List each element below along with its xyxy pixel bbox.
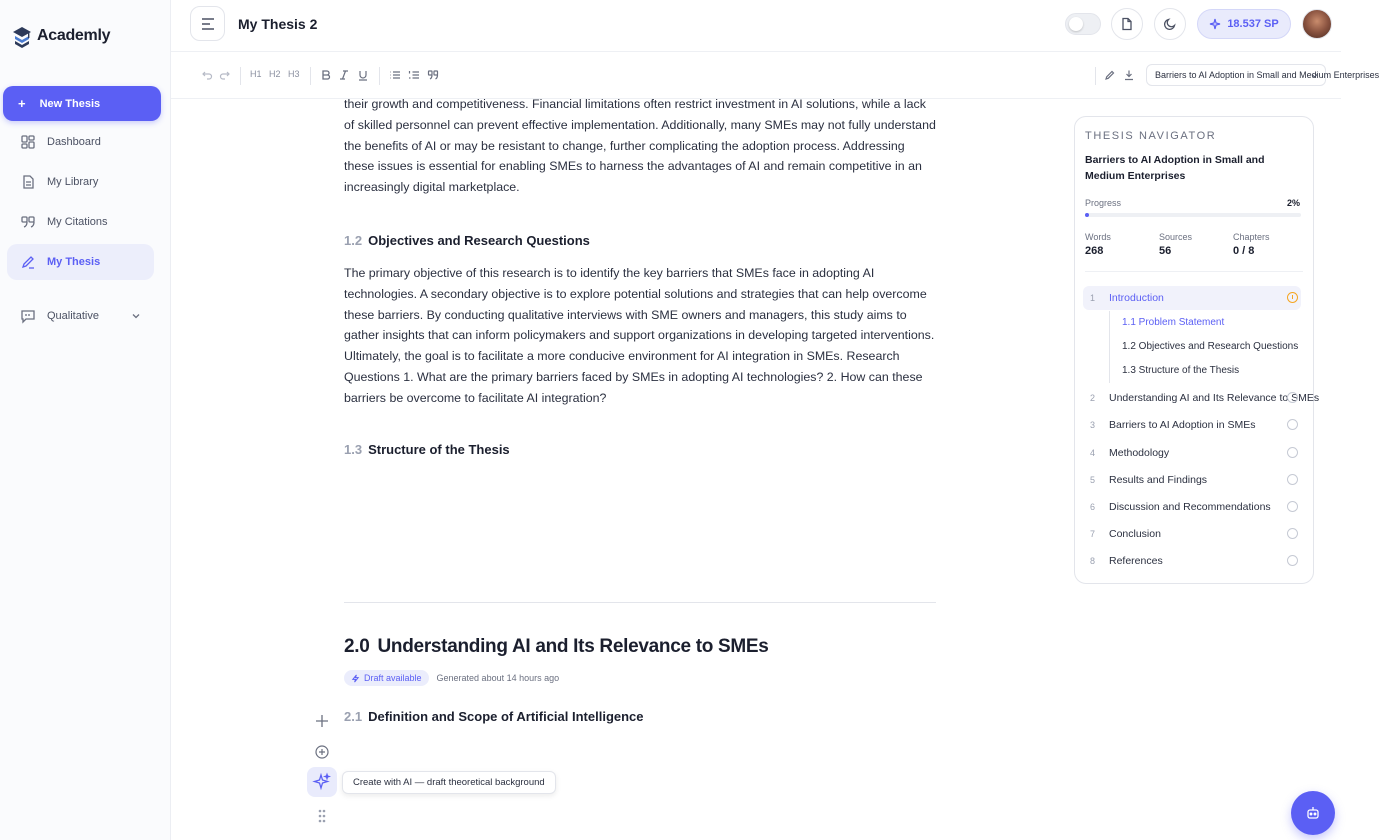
stat-value: 56 (1159, 245, 1172, 257)
chapter-title: References (1109, 555, 1163, 567)
draft-badge-label: Draft available (364, 673, 422, 683)
chapter-item-3[interactable] (1083, 413, 1301, 437)
dashboard-icon (20, 134, 36, 150)
sidebar-item-label: My Thesis (47, 256, 101, 268)
section-number: 1.3 (344, 442, 363, 457)
chapter-title: Discussion and Recommendations (1109, 501, 1271, 513)
chapter-select-value: Barriers to AI Adoption in Small and Medium Enterprises (1155, 70, 1379, 80)
plus-icon (314, 713, 330, 729)
status-circle-icon (1287, 555, 1298, 566)
undo-button[interactable] (201, 69, 213, 81)
progress-label: Progress (1085, 198, 1122, 208)
subsection-item[interactable]: 1.2 Objectives and Research Questions (1122, 341, 1299, 352)
status-circle-icon (1287, 501, 1298, 512)
blockquote-button[interactable] (427, 69, 439, 81)
paragraph[interactable]: their growth and competitiveness. Financial limitations often restrict investment in AI solutions, while a lack of skilled personnel can prevent effective implementation. Additionally, many SMEs may not fully understand the benefits of AI or may be resistant to change, further complicating the adoption process. Addressing these issues is essential for enabling SMEs to harness the advantages of AI and remain competitive in an increasingly digital marketplace. (344, 97, 936, 195)
section-heading[interactable] (344, 709, 644, 724)
dark-mode-button[interactable] (1154, 8, 1186, 40)
chevron-down-icon[interactable] (130, 310, 142, 322)
chapter-number: 1 (1090, 293, 1096, 303)
drag-handle[interactable] (310, 804, 334, 828)
chapter-number: 4 (1090, 448, 1096, 458)
sidebar (0, 0, 171, 840)
insert-block-button[interactable] (310, 740, 334, 764)
top-header (171, 0, 1341, 52)
sidebar-item-label: My Library (47, 176, 99, 188)
chapter-title: Conclusion (1109, 528, 1161, 540)
numbered-list-button[interactable] (408, 69, 420, 81)
brand-logo[interactable] (11, 22, 110, 50)
draft-status-row (344, 670, 559, 686)
sparkle-icon (1209, 18, 1221, 30)
menu-toggle-button[interactable] (190, 6, 225, 41)
undo-icon (201, 69, 213, 81)
heading2-label: H2 (269, 69, 281, 79)
stat-label: Words (1085, 232, 1111, 242)
underline-button[interactable] (357, 69, 369, 81)
credits-value: 18.537 SP (1227, 18, 1279, 30)
progress-bar (1085, 213, 1301, 217)
stat-sources (1159, 232, 1192, 257)
subsection-guide (1109, 311, 1110, 383)
draft-badge[interactable] (344, 670, 429, 686)
thesis-navigator (1074, 116, 1320, 584)
sidebar-item-label: My Citations (47, 216, 108, 228)
chapter-divider (344, 602, 936, 603)
chevron-down-icon (1310, 71, 1319, 80)
stat-chapters (1233, 232, 1270, 257)
chapter-number: 6 (1090, 502, 1096, 512)
chapter-title: Introduction (1109, 292, 1164, 304)
robot-icon (1305, 805, 1321, 821)
editor-content[interactable] (344, 94, 936, 198)
moon-icon (1163, 17, 1177, 31)
bullet-list-icon (389, 69, 401, 81)
editor-content[interactable] (344, 263, 936, 409)
add-block-button[interactable] (310, 709, 334, 733)
plus-circle-icon (314, 744, 330, 760)
in-progress-icon (1287, 292, 1298, 303)
progress-value: 2% (1286, 198, 1300, 208)
heading2-button[interactable] (269, 69, 281, 79)
section-heading[interactable] (344, 442, 510, 457)
redo-button[interactable] (219, 69, 231, 81)
chapter-item-5[interactable] (1083, 468, 1301, 492)
ai-tooltip: Create with AI — draft theoretical background (342, 771, 556, 794)
menu-icon (200, 17, 216, 31)
download-button[interactable] (1123, 69, 1135, 81)
bullet-list-button[interactable] (389, 69, 401, 81)
sidebar-item-qualitative[interactable] (7, 298, 154, 334)
download-icon (1123, 69, 1135, 81)
chat-icon (20, 308, 36, 324)
heading3-button[interactable] (288, 69, 300, 79)
page-title: My Thesis 2 (238, 16, 318, 32)
navigator-title: THESIS NAVIGATOR (1085, 130, 1217, 142)
edit-button[interactable] (1104, 69, 1116, 81)
status-circle-icon (1287, 528, 1298, 539)
sidebar-item-dashboard[interactable] (7, 124, 154, 160)
drag-handle-icon (317, 808, 327, 824)
section-title: Structure of the Thesis (368, 442, 510, 457)
stat-value: 0 / 8 (1233, 245, 1255, 257)
quote-icon (20, 214, 36, 230)
toolbar-divider (1095, 67, 1096, 85)
logo-icon (11, 22, 33, 50)
heading1-label: H1 (250, 69, 262, 79)
quote-icon (427, 69, 439, 81)
chapter-item-2[interactable] (1083, 386, 1320, 410)
chapter-heading[interactable] (344, 636, 769, 658)
chapter-item-8[interactable] (1083, 549, 1301, 573)
document-icon (1120, 17, 1134, 31)
pencil-icon (1104, 69, 1116, 81)
subsection-item[interactable]: 1.1 Problem Statement (1122, 317, 1225, 328)
new-thesis-label: New Thesis (39, 97, 101, 110)
paragraph[interactable]: The primary objective of this research is to identify the key barriers that SMEs face in adopting AI technologies. A secondary objective is to explore potential solutions and strategies that can help overcome these barriers. By conducting qualitative interviews with SME owners and managers, this study aims to gather insights that can inform policymakers and support organizations in developing targeted interventions. Ultimately, the goal is to facilitate a more conducive environment for AI integration in SMEs. Research Questions 1. What are the primary barriers faced by SMEs in adopting AI technologies? 2. How can these barriers be overcome to facilitate AI integration? (344, 266, 935, 405)
chapter-item-7[interactable] (1083, 522, 1301, 546)
redo-icon (219, 69, 231, 81)
chapter-title: Barriers to AI Adoption in SMEs (1109, 419, 1256, 431)
chapter-number: 8 (1090, 556, 1096, 566)
chapter-title: Results and Findings (1109, 474, 1208, 486)
user-avatar[interactable] (1302, 9, 1332, 39)
brand-name: Academly (37, 27, 111, 44)
plus-icon: + (18, 96, 26, 111)
sidebar-item-label: Qualitative (47, 310, 99, 322)
section-title: Definition and Scope of Artificial Intelligence (368, 709, 644, 724)
chapter-title: Methodology (1109, 447, 1170, 459)
toggle-switch[interactable] (1065, 13, 1101, 35)
credits-badge[interactable] (1197, 9, 1291, 39)
generated-timestamp: Generated about 14 hours ago (436, 673, 560, 683)
stat-words (1085, 232, 1111, 257)
status-circle-icon (1287, 474, 1298, 485)
section-number: 1.2 (344, 233, 363, 248)
underline-icon (357, 69, 369, 81)
chapter-number: 2.0 (344, 636, 370, 657)
subsection-item[interactable]: 1.3 Structure of the Thesis (1122, 365, 1240, 376)
chapter-title: Understanding AI and Its Relevance to SMEs (377, 636, 769, 657)
heading1-button[interactable] (250, 69, 262, 79)
pen-icon (20, 254, 36, 270)
sidebar-item-citations[interactable] (7, 204, 154, 240)
status-circle-icon (1287, 392, 1298, 403)
toolbar-divider (240, 67, 241, 85)
status-circle-icon (1287, 419, 1298, 430)
chapter-title: Understanding AI and Its Relevance to SMEs (1109, 392, 1320, 404)
bold-icon (320, 69, 332, 81)
section-heading[interactable] (344, 233, 590, 248)
navigator-divider (1085, 271, 1303, 272)
toolbar-divider (310, 67, 311, 85)
italic-button[interactable] (338, 69, 350, 81)
chapter-number: 7 (1090, 529, 1096, 539)
assistant-bot-button[interactable] (1291, 791, 1335, 835)
bold-button[interactable] (320, 69, 332, 81)
sidebar-item-label: Dashboard (47, 136, 101, 148)
document-button[interactable] (1111, 8, 1143, 40)
lightning-icon (351, 674, 360, 683)
sparkle-icon (313, 773, 331, 791)
stat-label: Sources (1159, 232, 1193, 242)
library-icon (20, 174, 36, 190)
chapter-number: 3 (1090, 420, 1096, 430)
status-circle-icon (1287, 447, 1298, 458)
chapter-number: 2 (1090, 393, 1096, 403)
section-number: 2.1 (344, 709, 363, 724)
stat-value: 268 (1085, 245, 1104, 257)
chapter-item-4[interactable] (1083, 441, 1301, 465)
italic-icon (338, 69, 350, 81)
section-title: Objectives and Research Questions (368, 233, 590, 248)
chapter-number: 5 (1090, 475, 1096, 485)
ai-create-button[interactable] (307, 767, 337, 797)
sidebar-item-library[interactable] (7, 164, 154, 200)
toolbar-divider (379, 67, 380, 85)
navigator-subtitle: Barriers to AI Adoption in Small and Medium Enterprises (1085, 154, 1265, 182)
progress-bar-fill (1085, 213, 1089, 217)
new-thesis-button[interactable] (3, 86, 161, 121)
numbered-list-icon (408, 69, 420, 81)
sidebar-item-my-thesis[interactable] (7, 244, 154, 280)
heading3-label: H3 (288, 69, 300, 79)
chapter-item-6[interactable] (1083, 495, 1301, 519)
chapter-select[interactable] (1146, 64, 1379, 86)
chapter-item-1[interactable] (1083, 286, 1301, 310)
stat-label: Chapters (1233, 232, 1270, 242)
editor-toolbar (171, 53, 1379, 99)
